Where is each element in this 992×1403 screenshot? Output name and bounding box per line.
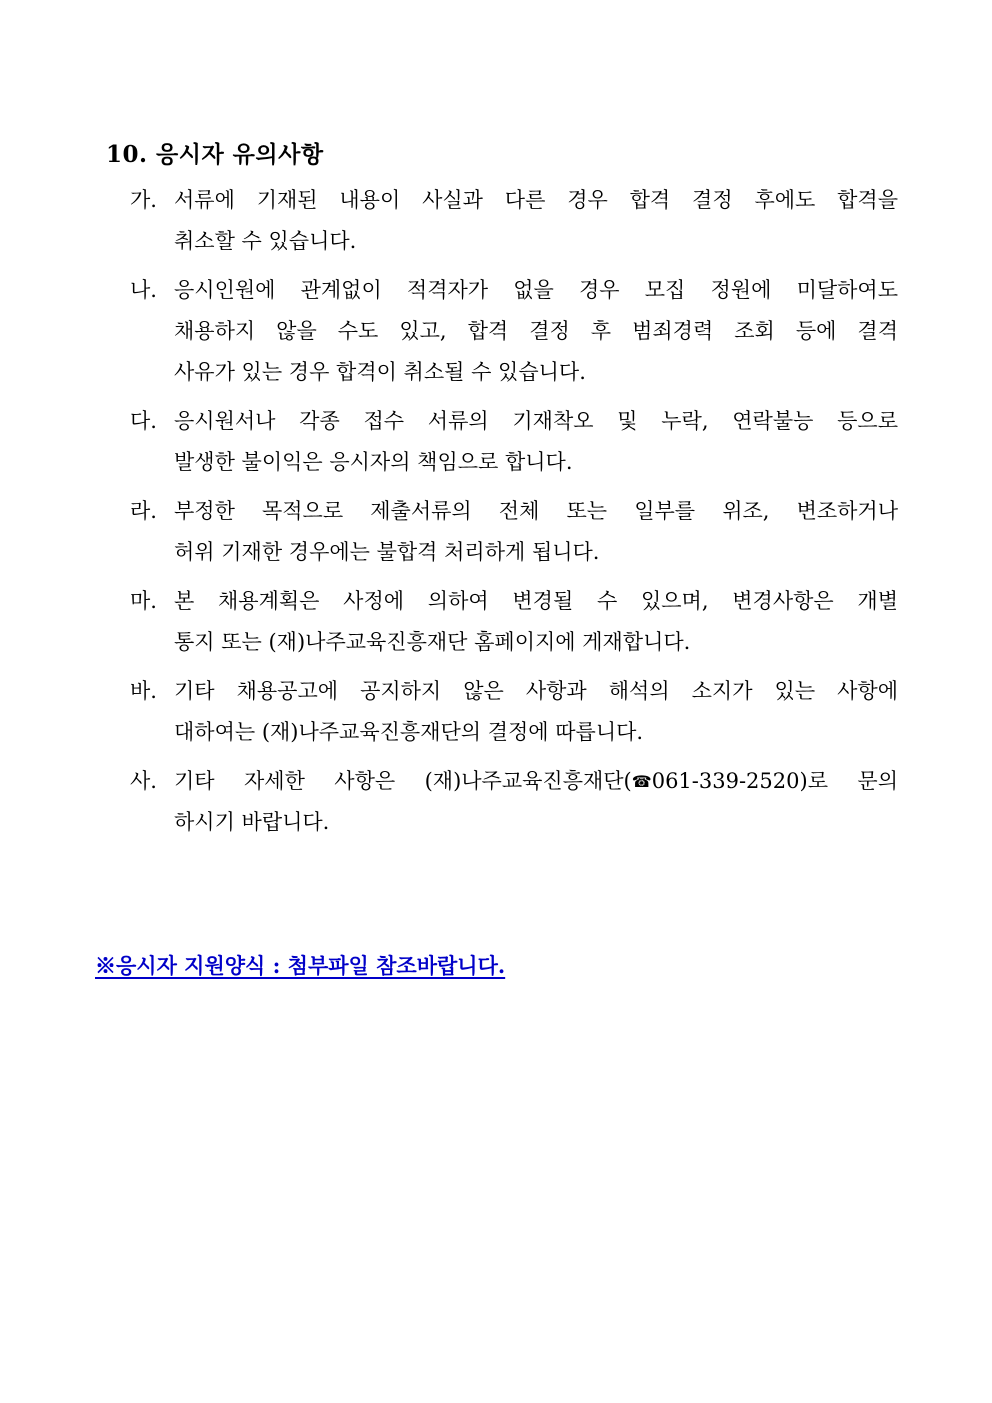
- phone-number: 061-339-2520: [651, 769, 800, 793]
- telephone-icon: ☎: [631, 772, 652, 791]
- note-text: [174, 581, 898, 663]
- note-line: 본 채용계획은 사정에 의하여 변경될 수 있으며, 변경사항은 개별: [174, 589, 898, 613]
- note-item-na: [130, 270, 898, 393]
- note-line: 서류에 기재된 내용이 사실과 다른 경우 합격 결정 후에도 합격을: [174, 188, 898, 212]
- note-text: [174, 491, 898, 573]
- note-line: 취소할 수 있습니다.: [174, 229, 357, 253]
- note-line: 발생한 불이익은 응시자의 책임으로 합니다.: [174, 450, 573, 474]
- reference-mark: ※: [95, 953, 116, 978]
- note-item-ga: [130, 180, 898, 262]
- note-text: [174, 180, 898, 262]
- note-item-ra: [130, 491, 898, 573]
- contact-line: [174, 761, 898, 802]
- note-line: 하시기 바랍니다.: [174, 810, 330, 834]
- contact-text-before: 기타 자세한 사항은 (재)나주교육진흥재단(: [174, 769, 632, 793]
- note-item-da: [130, 401, 898, 483]
- note-item-sa-contact: [130, 761, 898, 843]
- note-marker: 나.: [130, 278, 157, 302]
- contact-text-after: )로 문의: [799, 769, 898, 793]
- note-marker: 바.: [130, 679, 157, 703]
- note-text: [174, 270, 898, 393]
- note-line: 응시원서나 각종 접수 서류의 기재착오 및 누락, 연락불능 등으로: [174, 409, 898, 433]
- note-item-ba: [130, 671, 898, 753]
- note-line: 대하여는 (재)나주교육진흥재단의 결정에 따릅니다.: [174, 720, 644, 744]
- note-text: [174, 671, 898, 753]
- note-marker: 사.: [130, 769, 157, 793]
- note-line: 채용하지 않을 수도 있고, 합격 결정 후 범죄경력 조회 등에 결격: [174, 319, 898, 343]
- note-text: [174, 401, 898, 483]
- note-line: 사유가 있는 경우 합격이 취소될 수 있습니다.: [174, 360, 586, 384]
- note-marker: 다.: [130, 409, 157, 433]
- note-line: 허위 기재한 경우에는 불합격 처리하게 됩니다.: [174, 540, 600, 564]
- note-line: 통지 또는 (재)나주교육진흥재단 홈페이지에 게재합니다.: [174, 630, 691, 654]
- note-marker: 마.: [130, 589, 157, 613]
- note-line: 기타 채용공고에 공지하지 않은 사항과 해석의 소지가 있는 사항에: [174, 679, 898, 703]
- attachment-reference-link[interactable]: [95, 950, 505, 980]
- note-text: [174, 761, 898, 843]
- note-line: 부정한 목적으로 제출서류의 전체 또는 일부를 위조, 변조하거나: [174, 499, 898, 523]
- note-item-ma: [130, 581, 898, 663]
- note-marker: 가.: [130, 188, 157, 212]
- note-marker: 라.: [130, 499, 157, 523]
- section-title: 10. 응시자 유의사항: [106, 141, 324, 168]
- note-line: 응시인원에 관계없이 적격자가 없을 경우 모집 정원에 미달하여도: [174, 278, 898, 302]
- attachment-reference-text: 응시자 지원양식 : 첨부파일 참조바랍니다.: [116, 953, 506, 978]
- notes-list: [130, 180, 898, 851]
